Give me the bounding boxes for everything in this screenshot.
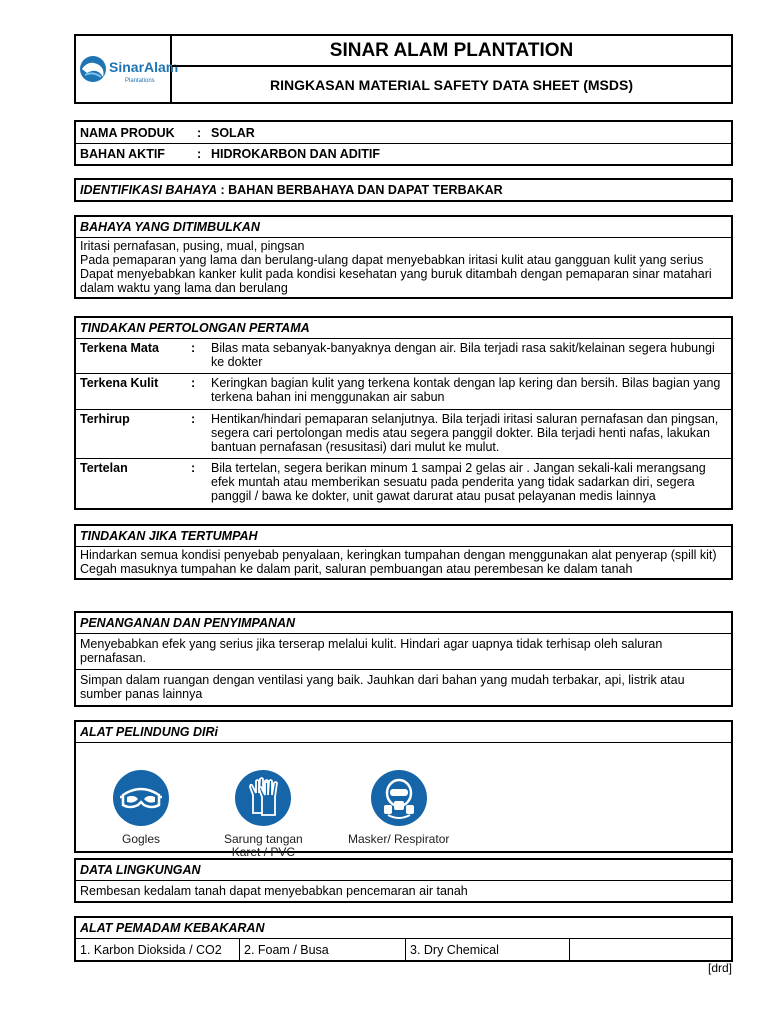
environment-heading: DATA LINGKUNGAN bbox=[80, 863, 201, 877]
storage-text: Simpan dalam ruangan dengan ventilasi yang baik. Jauhkan dari bahan yang mudah terbakar, api, listrik atau sumber panas lainnya bbox=[76, 669, 731, 705]
first-aid-label: Tertelan bbox=[80, 461, 128, 475]
logo-cell bbox=[76, 36, 179, 102]
colon: : bbox=[191, 376, 196, 390]
first-aid-text: Bila tertelan, segera berikan minum 1 sampai 2 gelas air . Jangan sekali-kali merangsang efek muntah atau memberikan sesuatu pada penderita yang tidak sadarkan diri, segera panggil / bawa ke dokter, unit gawat darurat atau pusat pelayanan medis lainnya bbox=[211, 461, 706, 503]
fire-cells bbox=[76, 938, 731, 960]
sinar-alam-logo bbox=[77, 47, 179, 91]
colon: : bbox=[191, 341, 196, 355]
first-aid-section bbox=[74, 316, 733, 510]
logo-name: SinarAlam bbox=[109, 59, 179, 75]
environment-text: Rembesan kedalam tanah dapat menyebabkan pencemaran air tanah bbox=[76, 880, 731, 901]
active-ingredient-value: HIDROKARBON DAN ADITIF bbox=[211, 147, 380, 161]
active-ingredient-label: BAHAN AKTIF bbox=[80, 147, 165, 161]
footer-tag: [drd] bbox=[707, 961, 732, 975]
document-subtitle: RINGKASAN MATERIAL SAFETY DATA SHEET (MSDS) bbox=[270, 76, 633, 93]
handling-storage-section bbox=[74, 611, 733, 707]
first-aid-label: Terhirup bbox=[80, 412, 130, 426]
first-aid-row bbox=[76, 373, 731, 409]
goggles-icon bbox=[112, 769, 170, 827]
colon: : bbox=[191, 412, 196, 426]
active-ingredient-row bbox=[76, 143, 731, 164]
environment-section bbox=[74, 858, 733, 903]
first-aid-text: Hentikan/hindari pemaparan selanjutnya. Bila terjadi iritasi saluran pernafasan dan pingsan, segera cari pertolongan medis atau segera panggil dokter. Bila terjadi henti nafas, lakukan bantuan pernafasan (resusitasi) dari mulut ke mulut. bbox=[211, 412, 719, 454]
spill-section bbox=[74, 524, 733, 580]
handling-text: Menyebabkan efek yang serius jika terserap melalui kulit. Hindari agar uapnya tidak terhisap oleh saluran pernafasan. bbox=[76, 633, 731, 669]
spill-text: Hindarkan semua kondisi penyebab penyalaan, keringkan tumpahan dengan menggunakan alat penyerap (spill kit) Cegah masuknya tumpahan ke dalam parit, saluran pembuangan atau perembesan ke dalam tanah bbox=[76, 546, 731, 578]
respirator-icon bbox=[370, 769, 428, 827]
product-name-value: SOLAR bbox=[211, 125, 255, 140]
ppe-heading: ALAT PELINDUNG DIRi bbox=[80, 725, 218, 739]
company-title: SINAR ALAM PLANTATION bbox=[172, 36, 731, 67]
ppe-gloves bbox=[224, 769, 303, 859]
colon: : bbox=[197, 147, 202, 161]
hazard-identification-label: IDENTIFIKASI BAHAYA bbox=[80, 183, 218, 197]
first-aid-heading: TINDAKAN PERTOLONGAN PERTAMA bbox=[80, 321, 310, 335]
ppe-icons bbox=[76, 742, 731, 859]
first-aid-row bbox=[76, 338, 731, 373]
document-header bbox=[74, 34, 733, 104]
hazards-section bbox=[74, 215, 733, 299]
first-aid-row bbox=[76, 409, 731, 458]
hazard-identification-value: : BAHAN BERBAHAYA DAN DAPAT TERBAKAR bbox=[217, 183, 503, 197]
first-aid-text: Bilas mata sebanyak-banyaknya dengan air. Bila terjadi rasa sakit/kelainan segera hubungi ke dokter bbox=[211, 341, 715, 369]
hazards-text: Iritasi pernafasan, pusing, mual, pingsan Pada pemaparan yang lama dan berulang-ulang dapat menyebabkan iritasi kulit atau gangguan kulit yang serius Dapat menyebabkan kanker kulit pada kondisi kesehatan yang buruk ditambah dengan pemaparan sinar matahari dalam waktu yang lama dan berulang bbox=[76, 237, 731, 297]
gloves-icon bbox=[234, 769, 292, 827]
title-cell bbox=[172, 36, 731, 102]
ppe-goggles bbox=[112, 769, 170, 846]
fire-item: 1. Karbon Dioksida / CO2 bbox=[76, 939, 240, 960]
product-name-label: NAMA PRODUK bbox=[80, 125, 175, 140]
ppe-respirator bbox=[348, 769, 449, 846]
fire-item bbox=[570, 939, 731, 960]
logo-tagline: Plantations bbox=[125, 78, 155, 84]
fire-heading: ALAT PEMADAM KEBAKARAN bbox=[80, 921, 265, 935]
spill-heading: TINDAKAN JIKA TERTUMPAH bbox=[80, 529, 258, 543]
first-aid-label: Terkena Mata bbox=[80, 341, 159, 355]
hazards-heading: BAHAYA YANG DITIMBULKAN bbox=[80, 220, 260, 234]
first-aid-row bbox=[76, 458, 731, 508]
fire-extinguisher-section bbox=[74, 916, 733, 962]
colon: : bbox=[197, 125, 202, 140]
ppe-respirator-label: Masker/ Respirator bbox=[348, 832, 450, 846]
ppe-gloves-label: Sarung tangan Karet / PVC bbox=[224, 832, 303, 859]
ppe-goggles-label: Gogles bbox=[121, 832, 161, 846]
handling-heading: PENANGANAN DAN PENYIMPANAN bbox=[80, 616, 296, 630]
first-aid-label: Terkena Kulit bbox=[80, 376, 159, 390]
product-section bbox=[74, 120, 733, 166]
colon: : bbox=[191, 461, 196, 475]
product-name-row bbox=[76, 122, 731, 143]
hazard-identification bbox=[74, 178, 733, 202]
fire-item: 2. Foam / Busa bbox=[240, 939, 406, 960]
first-aid-text: Keringkan bagian kulit yang terkena kontak dengan lap kering dan bersih. Bilas bagian yang terkena bahan ini menggunakan air sabun bbox=[211, 376, 721, 404]
fire-item: 3. Dry Chemical bbox=[406, 939, 570, 960]
ppe-section bbox=[74, 720, 733, 859]
